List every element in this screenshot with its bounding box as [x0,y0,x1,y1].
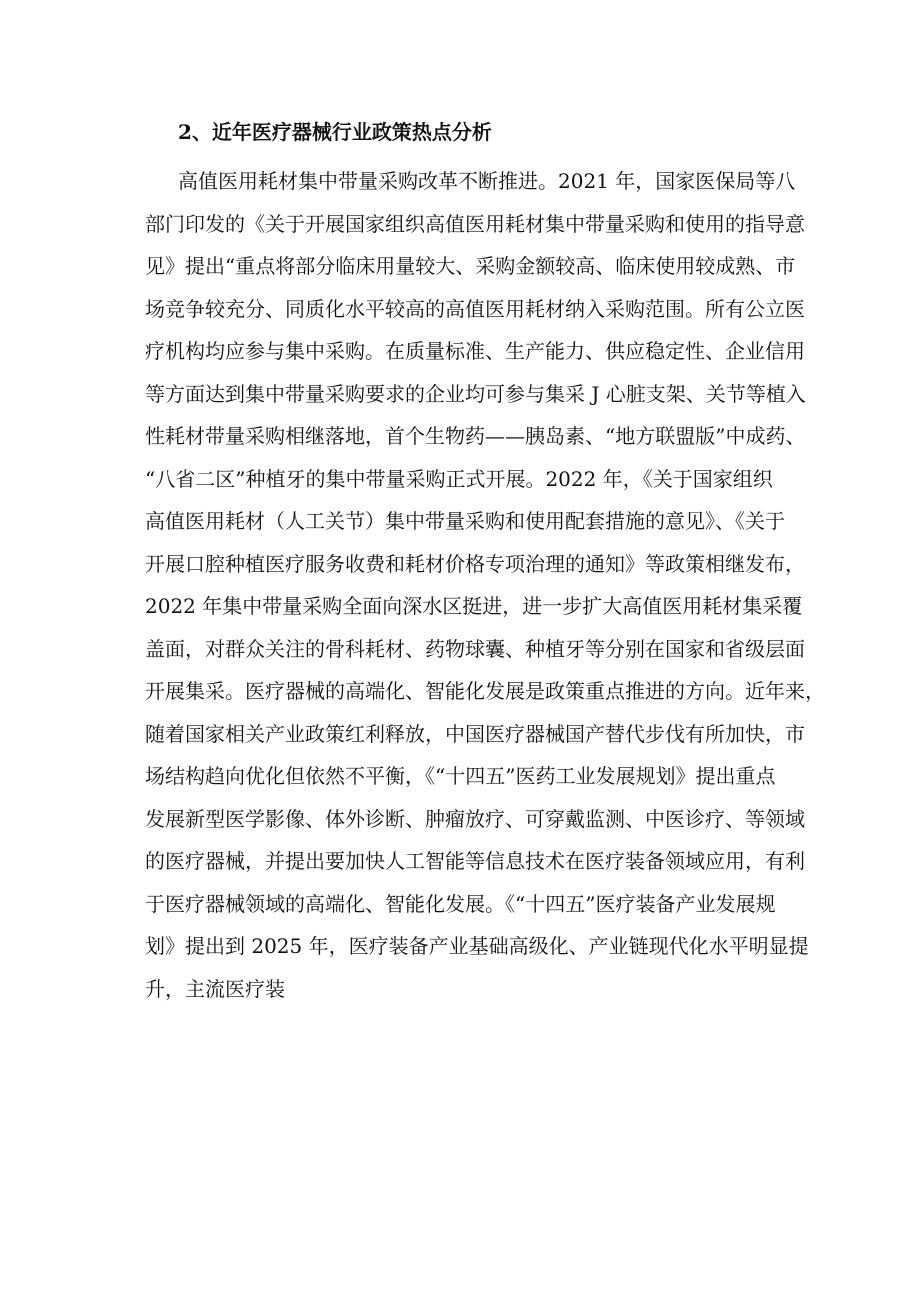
paragraph-line: 场结构趋向优化但依然不平衡，《“十四五”医药工业发展规划》提出重点 [145,764,776,788]
paragraph-line: 部门印发的《关于开展国家组织高值医用耗材集中带量采购和使用的指导意 [145,211,805,236]
paragraph-line: 随着国家相关产业政策红利释放，中国医疗器械国产替代步伐有所加快，市 [145,721,805,746]
paragraph-line: 高值医用耗材（人工关节）集中带量采购和使用配套措施的意见》、《关于 [145,509,785,533]
paragraph-line: 等方面达到集中带量采购要求的企业均可参与集采 J 心脏支架、关节等植入 [145,381,806,406]
paragraph-line: 的医疗器械，并提出要加快人工智能等信息技术在医疗装备领域应用，有利 [145,849,805,873]
paragraph-line: 开展集采。医疗器械的高端化、智能化发展是政策重点推进的方向。近年来， [145,679,825,703]
paragraph-line: “八省二区”种植牙的集中带量采购正式开展。2022 年，《关于国家组织 [145,466,773,491]
paragraph-line: 2022 年集中带量采购全面向深水区挺进，进一步扩大高值医用耗材集采覆 [145,594,803,618]
paragraph-line: 疗机构均应参与集中采购。在质量标准、生产能力、供应稳定性、企业信用 [145,339,805,363]
paragraph-line: 开展口腔种植医疗服务收费和耗材价格专项治理的通知》等政策相继发布， [145,551,805,576]
section-heading: 2、近年医疗器械行业政策热点分析 [178,120,492,144]
paragraph-line: 升，主流医疗装 [145,976,285,1001]
paragraph-line: 于医疗器械领域的高端化、智能化发展。《“十四五”医疗装备产业发展规 [145,891,776,916]
paragraph-line: 盖面，对群众关注的骨科耗材、药物球囊、种植牙等分别在国家和省级层面 [145,636,805,661]
body-paragraph [145,160,825,1010]
paragraph-line: 场竞争较充分、同质化水平较高的高值医用耗材纳入采购范围。所有公立医 [145,296,805,321]
paragraph-line: 高值医用耗材集中带量采购改革不断推进。2021 年，国家医保局等八 [178,169,796,193]
paragraph-line: 见》提出“重点将部分临床用量较大、采购金额较高、临床使用较成熟、市 [145,254,796,278]
paragraph-line: 划》提出到 2025 年，医疗装备产业基础高级化、产业链现代化水平明显提 [145,934,809,958]
paragraph-line: 性耗材带量采购相继落地，首个生物药——胰岛素、“地方联盟版”中成药、 [145,424,806,448]
paragraph-line: 发展新型医学影像、体外诊断、肿瘤放疗、可穿戴监测、中医诊疗、等领域 [145,806,805,831]
